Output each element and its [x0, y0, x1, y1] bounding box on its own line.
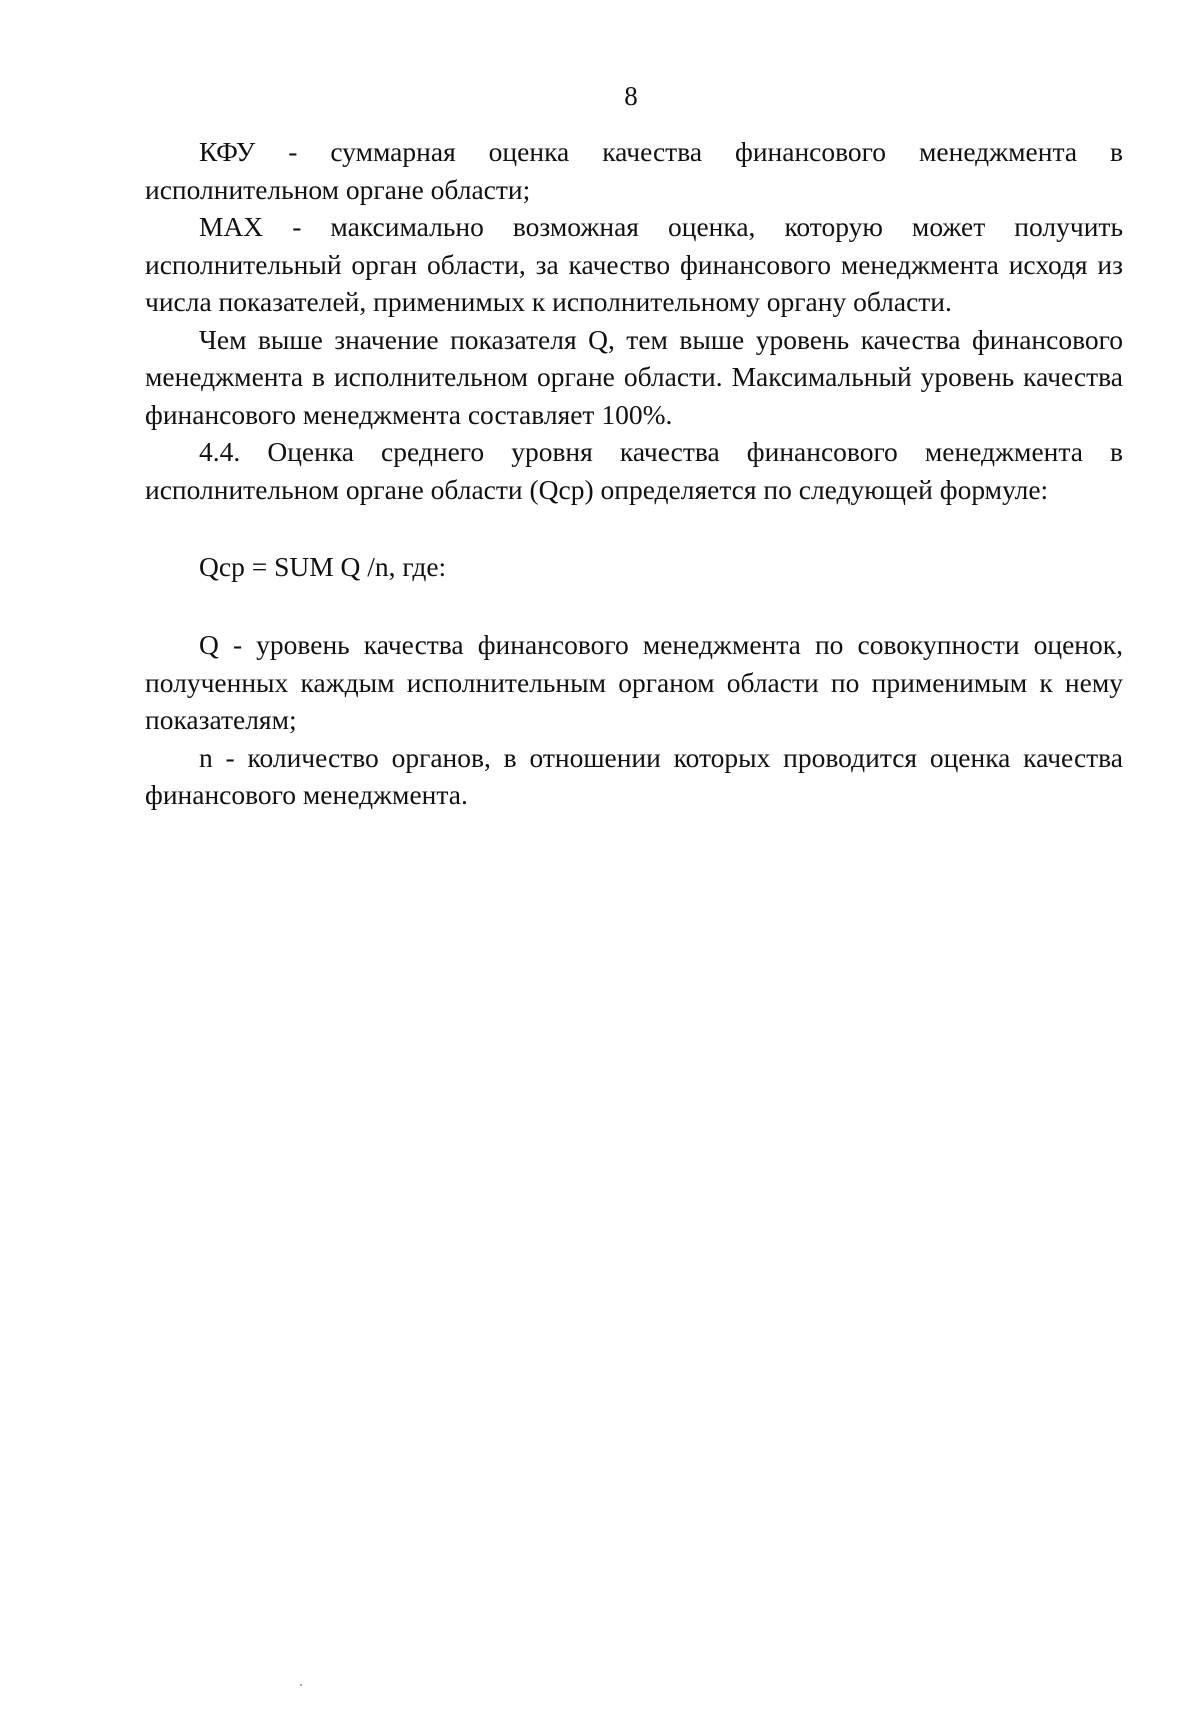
- page-number: 8: [624, 81, 638, 111]
- spacer: [145, 508, 1123, 548]
- paragraph-section-4-4: 4.4. Оценка среднего уровня качества финансового менеджмента в исполнительном органе области (Qср) определяется по следующей формуле:: [145, 436, 1123, 505]
- formula-qsr: Qср = SUM Q /n, где:: [199, 551, 447, 582]
- scan-speck: [300, 1684, 302, 1686]
- paragraph-kfu-definition: КФУ - суммарная оценка качества финансового менеджмента в исполнительном органе области;: [145, 136, 1123, 205]
- spacer: [145, 586, 1123, 626]
- paragraph-max-definition: MAX - максимально возможная оценка, которую может получить исполнительный орган области, за качество финансового менеджмента исходя из числа показателей, применимых к исполнительному органу области.: [145, 211, 1123, 317]
- paragraph-q-definition: Q - уровень качества финансового менеджмента по совокупности оценок, полученных каждым исполнительным органом области по применимым к нему показателям;: [145, 629, 1123, 735]
- paragraph-q-interpretation: Чем выше значение показателя Q, тем выше уровень качества финансового менеджмента в исполнительном органе области. Максимальный уровень качества финансового менеджмента составляет 100%.: [145, 323, 1123, 430]
- paragraph-n-definition: n - количество органов, в отношении которых проводится оценка качества финансового менеджмента.: [145, 741, 1123, 810]
- document-body: [145, 133, 1123, 814]
